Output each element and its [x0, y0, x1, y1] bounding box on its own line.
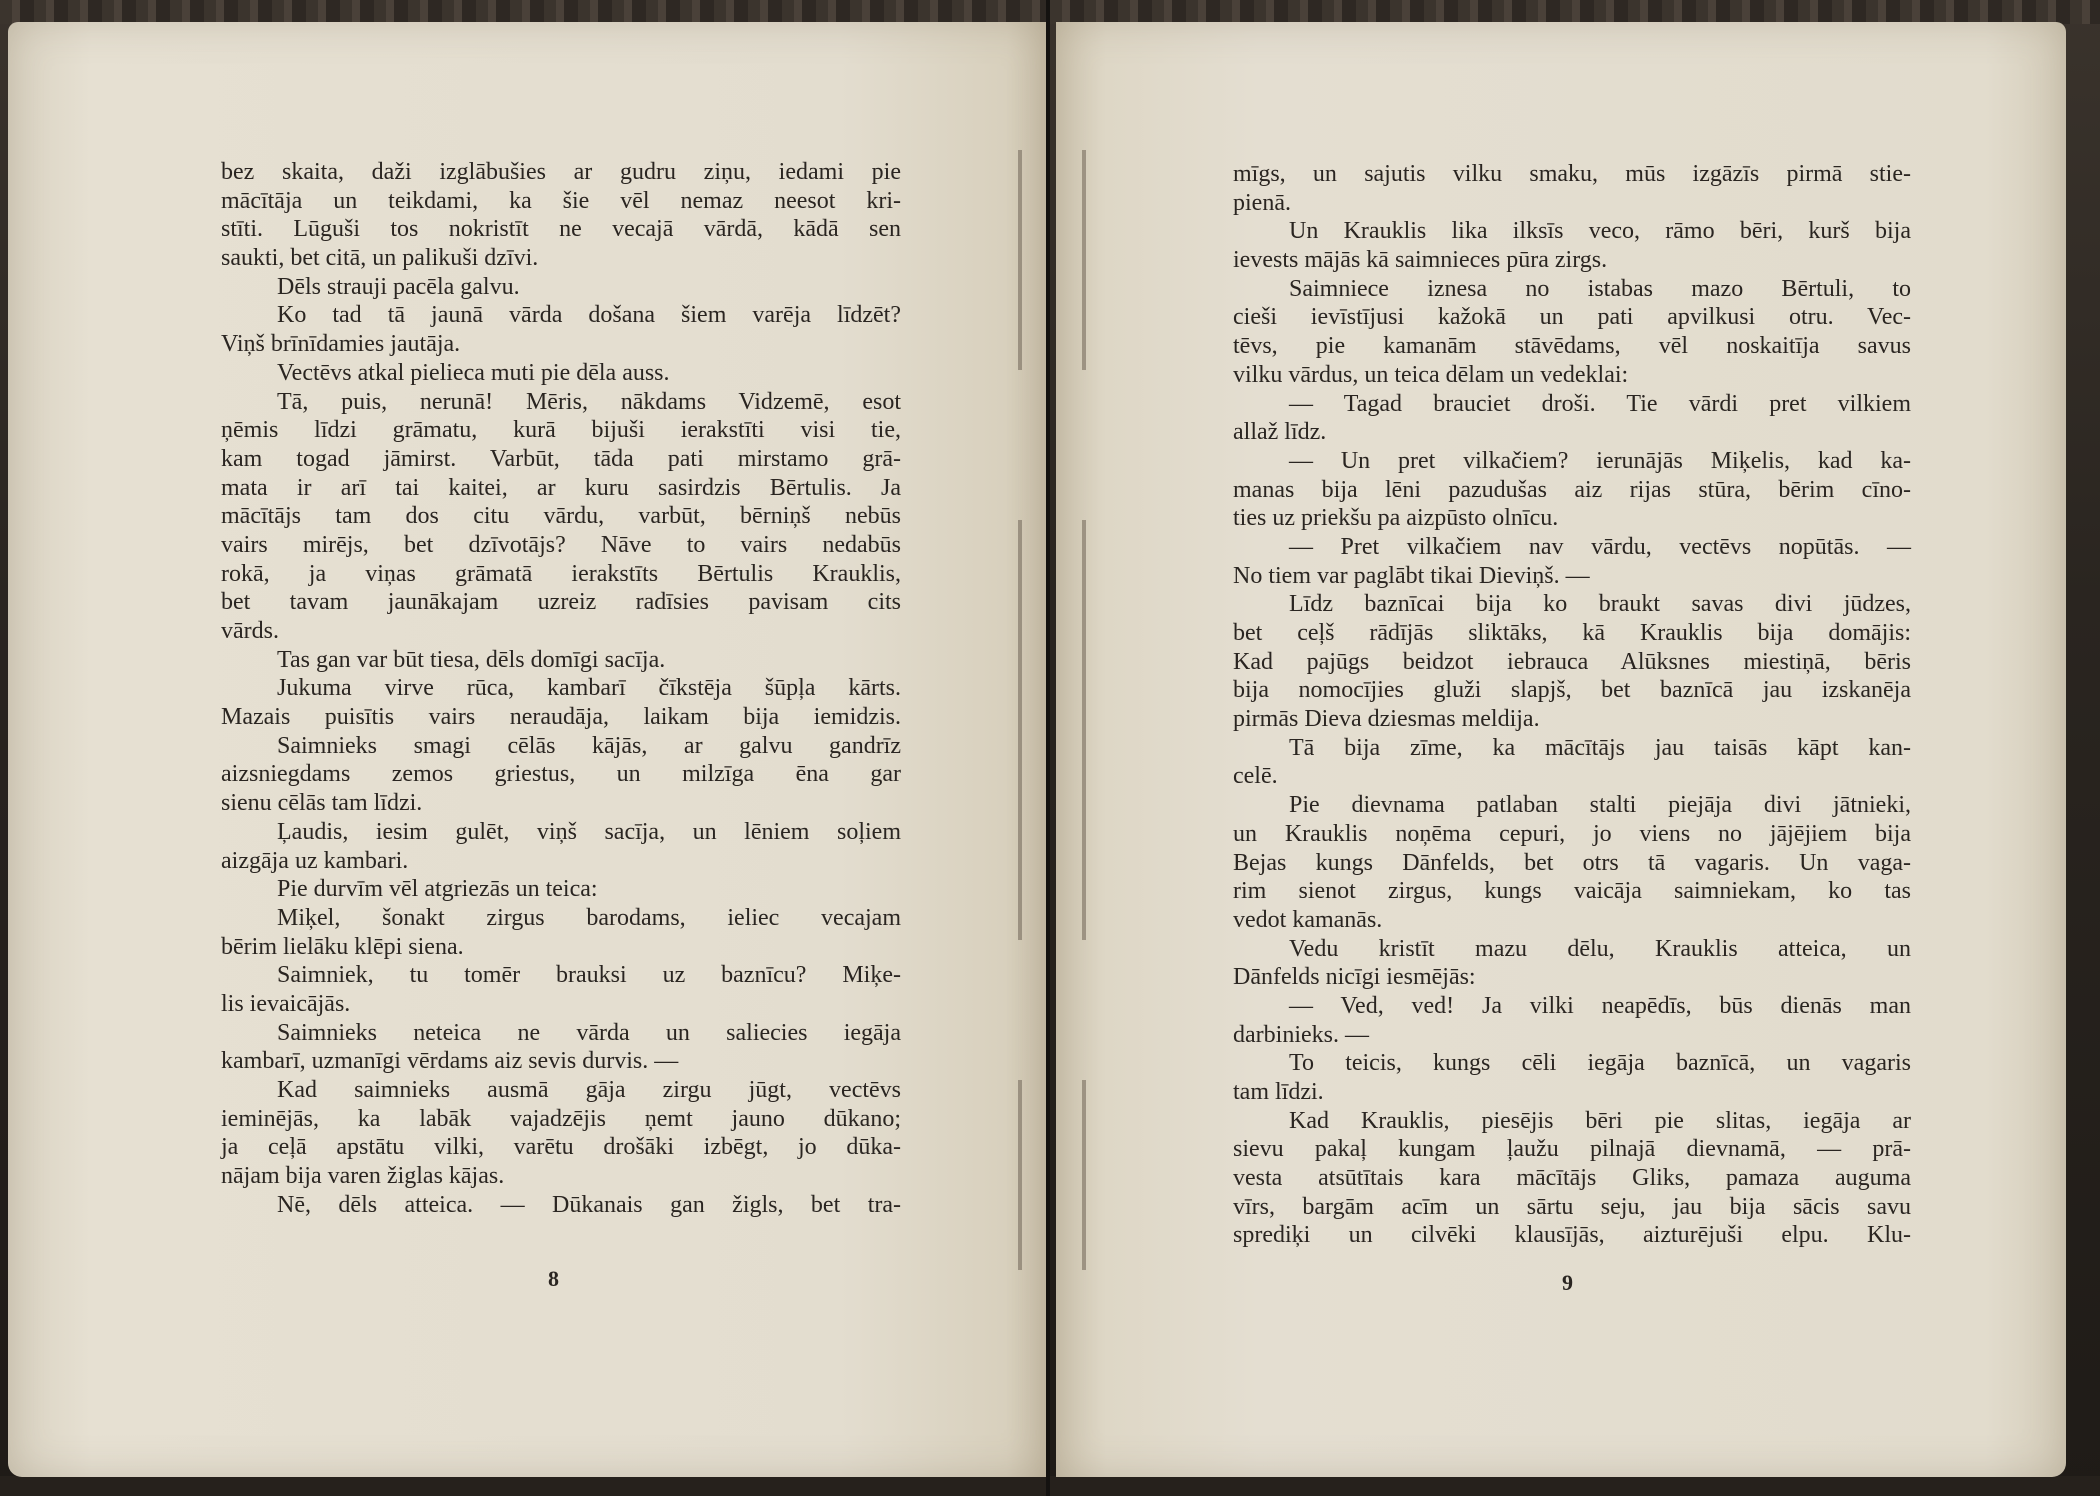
text-line: pienā.	[1233, 189, 1291, 216]
text-line: Kad saimnieks ausmā gāja zirgu jūgt, vectēvs	[277, 1077, 901, 1103]
text-line: Pie dievnama patlaban stalti piejāja divi jātnieki,	[1289, 792, 1911, 819]
text-line: Saimnieks smagi cēlās kājās, ar galvu gandrīz	[277, 732, 901, 759]
text-line: Ko tad tā jaunā vārda došana šiem varēja līdzēt?	[277, 302, 901, 329]
text-line: kambarī, uzmanīgi vērdams aiz sevis durvis. —	[221, 1048, 679, 1075]
text-line: nājam bija varen žiglas kājas.	[221, 1163, 505, 1190]
text-line: sprediķi un cilvēki klausījās, aizturējuši elpu. Klu-	[1233, 1222, 1911, 1249]
stitch-mark	[1082, 150, 1086, 370]
text-line: Vedu kristīt mazu dēlu, Krauklis atteica, un	[1289, 935, 1911, 962]
text-line: vīrs, bargām acīm un sārtu seju, jau bija sācis savu	[1233, 1193, 1911, 1220]
text-line: ievests mājās kā saimnieces pūra zirgs.	[1233, 247, 1608, 274]
stitch-mark	[1082, 1080, 1086, 1270]
text-line: Tā bija zīme, ka mācītājs jau taisās kāpt kan-	[1289, 734, 1911, 761]
text-line: — Pret vilkačiem nav vārdu, vectēvs nopūtās. —	[1289, 533, 1911, 560]
text-line: cieši ievīstījusi kažokā un pati apvilkusi otru. Vec-	[1233, 304, 1911, 331]
cover-edge-bottom-right	[1050, 1476, 2100, 1496]
cover-edge-bottom-left	[0, 1476, 1046, 1496]
text-line: Ļaudis, iesim gulēt, viņš sacīja, un lēniem soļiem	[277, 818, 901, 845]
text-line: Jukuma virve rūca, kambarī čīkstēja šūpļa kārts.	[277, 675, 901, 702]
text-line: Pie durvīm vēl atgriezās un teica:	[277, 876, 598, 903]
text-line: rim sienot zirgus, kungs vaicāja saimniekam, ko tas	[1233, 878, 1911, 905]
text-line: tam līdzi.	[1233, 1079, 1324, 1105]
text-line: vārds.	[221, 618, 279, 644]
text-line: un Krauklis noņēma cepuri, jo viens no jājējiem bija	[1233, 820, 1911, 847]
text-line: bērim lielāku klēpi siena.	[221, 933, 464, 960]
text-line: manas bija lēni pazudušas aiz rijas stūra, bērim cīno-	[1233, 476, 1911, 503]
text-line: Saimnieks neteica ne vārda un saliecies iegāja	[277, 1019, 901, 1046]
text-line: bet tavam jaunākajam uzreiz radīsies pavisam cits	[221, 589, 901, 616]
cover-edge-top-right	[1050, 0, 2100, 24]
text-line: Līdz baznīcai bija ko braukt savas divi jūdzes,	[1289, 591, 1911, 618]
book-spine	[1046, 0, 1050, 1496]
text-line: rokā, ja viņas grāmatā ierakstīts Bērtulis Krauklis,	[221, 560, 901, 587]
text-line: Saimniece iznesa no istabas mazo Bērtuli, to	[1289, 275, 1911, 302]
text-line: Un Krauklis lika ilksīs veco, rāmo bēri, kurš bija	[1289, 218, 1911, 245]
right-page-body-text	[1233, 160, 1911, 1250]
text-line: stīti. Lūguši tos nokristīt ne vecajā vārdā, kādā sen	[221, 216, 901, 243]
cover-edge-top-left	[0, 0, 1046, 24]
left-page-body-text	[221, 158, 901, 1219]
text-line: saukti, bet citā, un palikuši dzīvi.	[221, 245, 539, 272]
text-line: celē.	[1233, 763, 1278, 790]
stitch-mark	[1018, 150, 1022, 370]
text-line: darbinieks. —	[1233, 1021, 1369, 1048]
text-line: ja ceļā apstātu vilki, varētu drošāki izbēgt, jo dūka-	[221, 1134, 901, 1161]
text-line: bez skaita, daži izglābušies ar gudru ziņu, iedami pie	[221, 159, 901, 185]
right-page-number: 9	[1562, 1270, 1573, 1295]
stitch-mark	[1018, 520, 1022, 940]
text-line: To teicis, kungs cēli iegāja baznīcā, un vagaris	[1289, 1050, 1911, 1077]
text-line: — Tagad brauciet droši. Tie vārdi pret vilkiem	[1289, 390, 1911, 417]
text-line: ties uz priekšu pa aizpūsto olnīcu.	[1233, 505, 1559, 532]
text-line: Bejas kungs Dānfelds, bet otrs tā vagaris. Un vaga-	[1233, 849, 1911, 876]
text-line: Kad pajūgs beidzot iebrauca Alūksnes miestiņā, bēris	[1233, 648, 1911, 675]
text-line: — Ved, ved! Ja vilki neapēdīs, būs dienās man	[1289, 992, 1911, 1019]
text-line: lis ievaicājās.	[221, 990, 351, 1017]
text-line: ņēmis līdzi grāmatu, kurā bijuši ierakstīti visi tie,	[221, 417, 901, 444]
stitch-mark	[1018, 1080, 1022, 1270]
text-line: mīgs, un sajutis vilku smaku, mūs izgāzīs pirmā stie-	[1233, 161, 1911, 187]
text-line: vedot kamanās.	[1233, 906, 1383, 933]
text-line: Tā, puis, nerunā! Mēris, nākdams Vidzemē, esot	[277, 388, 901, 415]
text-line: allaž līdz.	[1233, 419, 1327, 446]
text-line: kam togad jāmirst. Varbūt, tāda pati mirstamo grā-	[221, 445, 901, 472]
text-line: aizgāja uz kambari.	[221, 847, 409, 874]
text-line: Dēls strauji pacēla galvu.	[277, 273, 520, 300]
text-line: sienu cēlās tam līdzi.	[221, 790, 423, 817]
text-line: pirmās Dieva dziesmas meldija.	[1233, 706, 1540, 733]
text-line: Dānfelds nicīgi iesmējās:	[1233, 964, 1476, 991]
text-line: bija nomocījies gluži slapjš, bet baznīcā jau izskanēja	[1233, 677, 1911, 704]
text-line: Mazais puisītis vairs neraudāja, laikam bija iemidzis.	[221, 704, 901, 731]
text-line: vairs mirējs, bet dzīvotājs? Nāve to vairs nedabūs	[221, 531, 901, 558]
text-line: aizsniegdams zemos griestus, un milzīga ēna gar	[221, 761, 901, 788]
text-line: Vectēvs atkal pielieca muti pie dēla auss.	[277, 359, 670, 386]
text-line: Miķel, šonakt zirgus barodams, ieliec vecajam	[277, 904, 901, 931]
text-line: Viņš brīnīdamies jautāja.	[221, 331, 461, 358]
text-line: mācītāja un teikdami, ka šie vēl nemaz neesot kri-	[221, 187, 901, 214]
left-page-number: 8	[548, 1266, 559, 1291]
text-line: — Un pret vilkačiem? ierunājās Miķelis, kad ka-	[1289, 447, 1911, 474]
text-line: tēvs, pie kamanām stāvēdams, vēl noskaitīja savus	[1233, 333, 1911, 360]
text-line: Saimniek, tu tomēr brauksi uz baznīcu? Miķe-	[277, 962, 901, 989]
text-line: Tas gan var būt tiesa, dēls domīgi sacīja.	[277, 646, 666, 673]
text-line: Kad Krauklis, piesējis bēri pie slitas, iegāja ar	[1289, 1107, 1911, 1134]
stitch-mark	[1082, 520, 1086, 940]
text-line: Nē, dēls atteica. — Dūkanais gan žigls, bet tra-	[277, 1191, 901, 1218]
text-line: sievu pakaļ kungam ļaužu pilnajā dievnamā, — prā-	[1233, 1136, 1911, 1163]
text-line: mata ir arī tai kaitei, ar kuru sasirdzis Bērtulis. Ja	[221, 474, 901, 501]
text-line: vesta atsūtītais kara mācītājs Gliks, pamaza auguma	[1233, 1165, 1911, 1192]
text-line: bet ceļš rādījās sliktāks, kā Krauklis bija domājis:	[1233, 620, 1911, 646]
text-line: vilku vārdus, un teica dēlam un vedeklai:	[1233, 361, 1629, 388]
text-line: No tiem var paglābt tikai Dieviņš. —	[1233, 562, 1590, 589]
text-line: ieminējās, ka labāk vajadzējis ņemt jauno dūkano;	[221, 1105, 901, 1132]
text-line: mācītājs tam dos citu vārdu, varbūt, bērniņš nebūs	[221, 503, 901, 530]
